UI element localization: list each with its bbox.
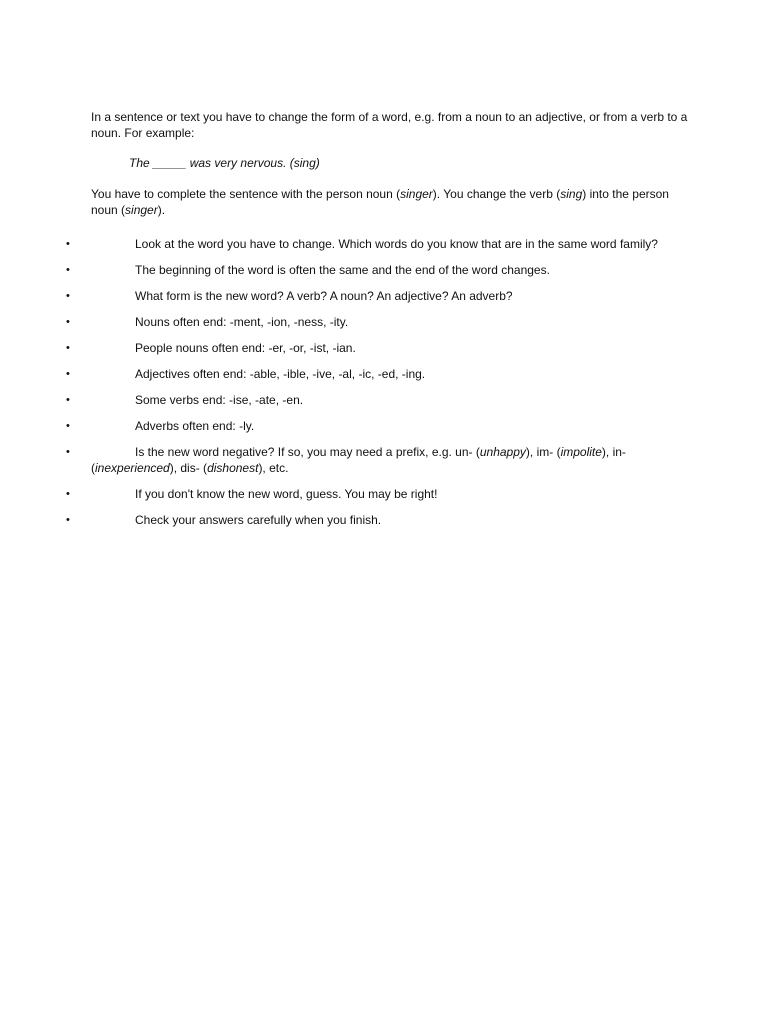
tip-text: Adverbs often end: -ly. [135, 419, 255, 433]
tip-item [0, 314, 691, 330]
bullet-icon: • [66, 446, 70, 458]
bullet-icon: • [66, 394, 70, 406]
bullet-icon: • [66, 290, 70, 302]
explanation-text: ). [157, 203, 166, 217]
explanation-text: ) into the person noun ( [91, 187, 669, 217]
example-word: singer [125, 203, 158, 217]
tip-text: Is the new word negative? If so, you may need a prefix, e.g. un- ( [135, 445, 480, 459]
tip-text: Look at the word you have to change. Which words do you know that are in the same word family? [135, 237, 658, 251]
bullet-icon: • [66, 342, 70, 354]
tip-text: ), in- ( [91, 445, 626, 475]
tip-item [0, 366, 691, 382]
explanation-text: You have to complete the sentence with the person noun ( [91, 187, 401, 201]
bullet-icon: • [66, 264, 70, 276]
bullet-icon: • [66, 420, 70, 432]
tip-item [0, 236, 691, 252]
example-sentence: The _____ was very nervous. (sing) [129, 156, 320, 170]
tip-item [0, 486, 691, 502]
intro-paragraph: In a sentence or text you have to change the form of a word, e.g. from a noun to an adjective, or from a verb to a noun. For example: [91, 110, 688, 140]
tip-text: Adjectives often end: -able, -ible, -ive, -al, -ic, -ed, -ing. [135, 367, 426, 381]
tip-item [0, 288, 691, 304]
tip-item [0, 418, 691, 434]
tip-item [0, 340, 691, 356]
tip-item [0, 512, 691, 528]
tip-text: What form is the new word? A verb? A noun? An adjective? An adverb? [135, 289, 513, 303]
bullet-icon: • [66, 488, 70, 500]
example-word: impolite [560, 445, 602, 459]
explanation-paragraph [91, 186, 691, 218]
bullet-icon: • [66, 238, 70, 250]
tip-text: ), im- ( [525, 445, 561, 459]
tip-item [0, 392, 691, 408]
tip-text: ), etc. [258, 461, 289, 475]
tip-text: Check your answers carefully when you finish. [135, 513, 382, 527]
tip-text: ), dis- ( [169, 461, 208, 475]
example-word: inexperienced [95, 461, 170, 475]
example-word: sing [560, 187, 583, 201]
tip-text: If you don't know the new word, guess. You may be right! [135, 487, 438, 501]
tip-text: Some verbs end: -ise, -ate, -en. [135, 393, 304, 407]
bullet-icon: • [66, 316, 70, 328]
explanation-text: ). You change the verb ( [432, 187, 561, 201]
tip-text: The beginning of the word is often the same and the end of the word changes. [135, 263, 550, 277]
example-word: unhappy [479, 445, 526, 459]
tips-list [0, 236, 768, 538]
bullet-icon: • [66, 514, 70, 526]
example-word: singer [400, 187, 433, 201]
tip-item [0, 262, 691, 278]
tip-text: People nouns often end: -er, -or, -ist, -ian. [135, 341, 356, 355]
tip-item [0, 444, 691, 476]
tip-text: Nouns often end: -ment, -ion, -ness, -ity. [135, 315, 349, 329]
example-word: dishonest [207, 461, 259, 475]
bullet-icon: • [66, 368, 70, 380]
